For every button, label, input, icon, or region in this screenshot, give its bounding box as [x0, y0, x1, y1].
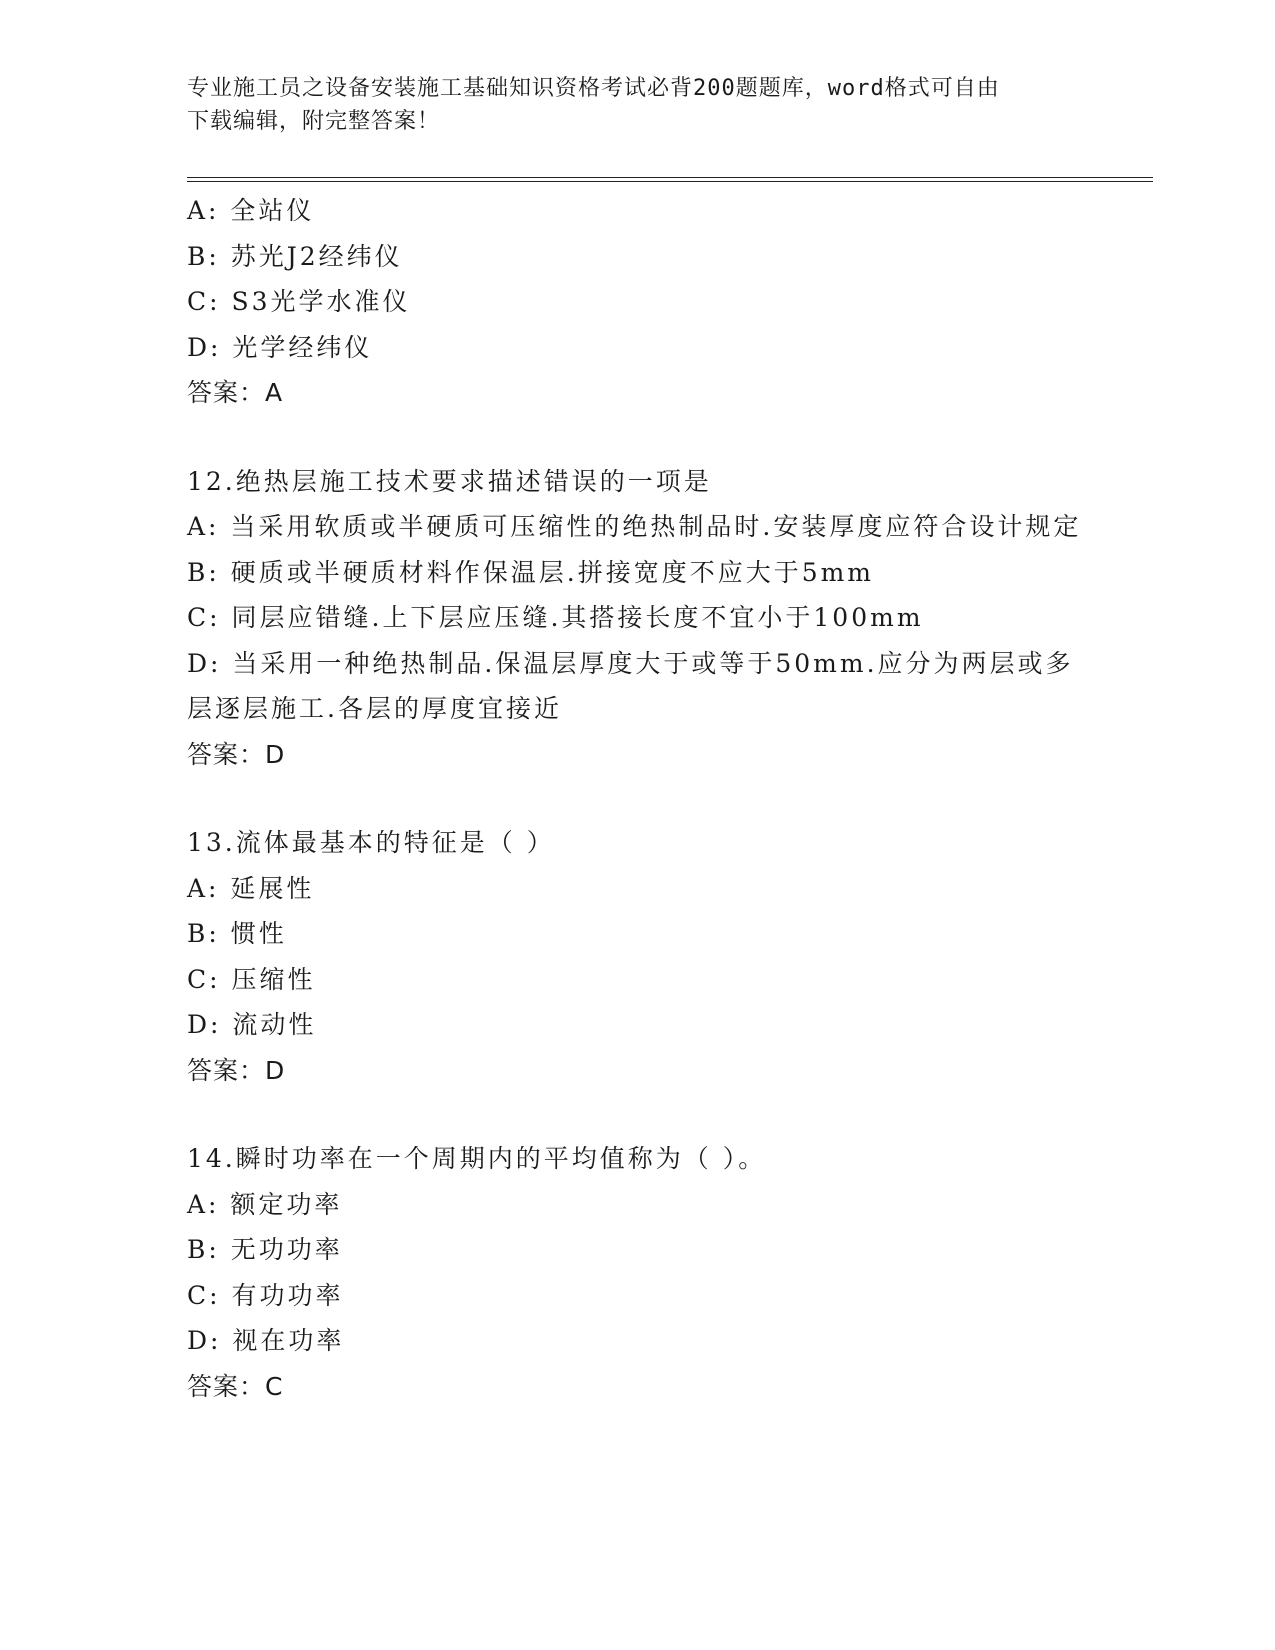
option-d: D: 流动性: [187, 1010, 317, 1039]
option-c: C: 压缩性: [187, 964, 316, 994]
option-c: C: 有功功率: [187, 1280, 344, 1310]
header-title-line-2: 下载编辑，附完整答案！: [187, 109, 441, 134]
question-14: [187, 1136, 1087, 1409]
answer: 答案：D: [187, 739, 286, 769]
question-text: 13.流体最基本的特征是（ ）: [187, 828, 555, 857]
option-d: D: 视在功率: [187, 1326, 345, 1355]
header-divider: [187, 177, 1153, 182]
option-c: C: 同层应错缝.上下层应压缝.其搭接长度不宜小于100mm: [187, 603, 924, 632]
document-header: [187, 72, 1087, 138]
header-title-line-1: 专业施工员之设备安装施工基础知识资格考试必背200题题库，word格式可自由: [187, 76, 1000, 101]
question-12: [187, 459, 1087, 778]
document-body: [187, 188, 1087, 1409]
option-c: C: S3光学水准仪: [187, 287, 411, 316]
question-text: 12.绝热层施工技术要求描述错误的一项是: [187, 466, 712, 496]
option-b: B: 惯性: [187, 919, 287, 948]
answer: 答案：D: [187, 1055, 286, 1085]
answer: 答案：C: [187, 1371, 284, 1401]
option-a: A: 额定功率: [187, 1189, 343, 1219]
question-11-continued: [187, 188, 1087, 416]
option-b: B: 无功功率: [187, 1235, 343, 1264]
answer: 答案：A: [187, 378, 284, 407]
option-a: A: 当采用软质或半硬质可压缩性的绝热制品时.安装厚度应符合设计规定: [187, 512, 1082, 541]
question-text: 14.瞬时功率在一个周期内的平均值称为（ ）。: [187, 1144, 767, 1173]
option-d: D: 光学经纬仪: [187, 332, 373, 362]
option-a: A: 全站仪: [187, 196, 315, 225]
question-13: [187, 820, 1087, 1093]
option-b: B: 硬质或半硬质材料作保温层.拼接宽度不应大于5mm: [187, 557, 875, 587]
option-b: B: 苏光J2经纬仪: [187, 241, 403, 271]
option-a: A: 延展性: [187, 873, 315, 903]
option-d: D: 当采用一种绝热制品.保温层厚度大于或等于50mm.应分为两层或多层逐层施工.各层的厚度宜接近: [187, 648, 1074, 723]
